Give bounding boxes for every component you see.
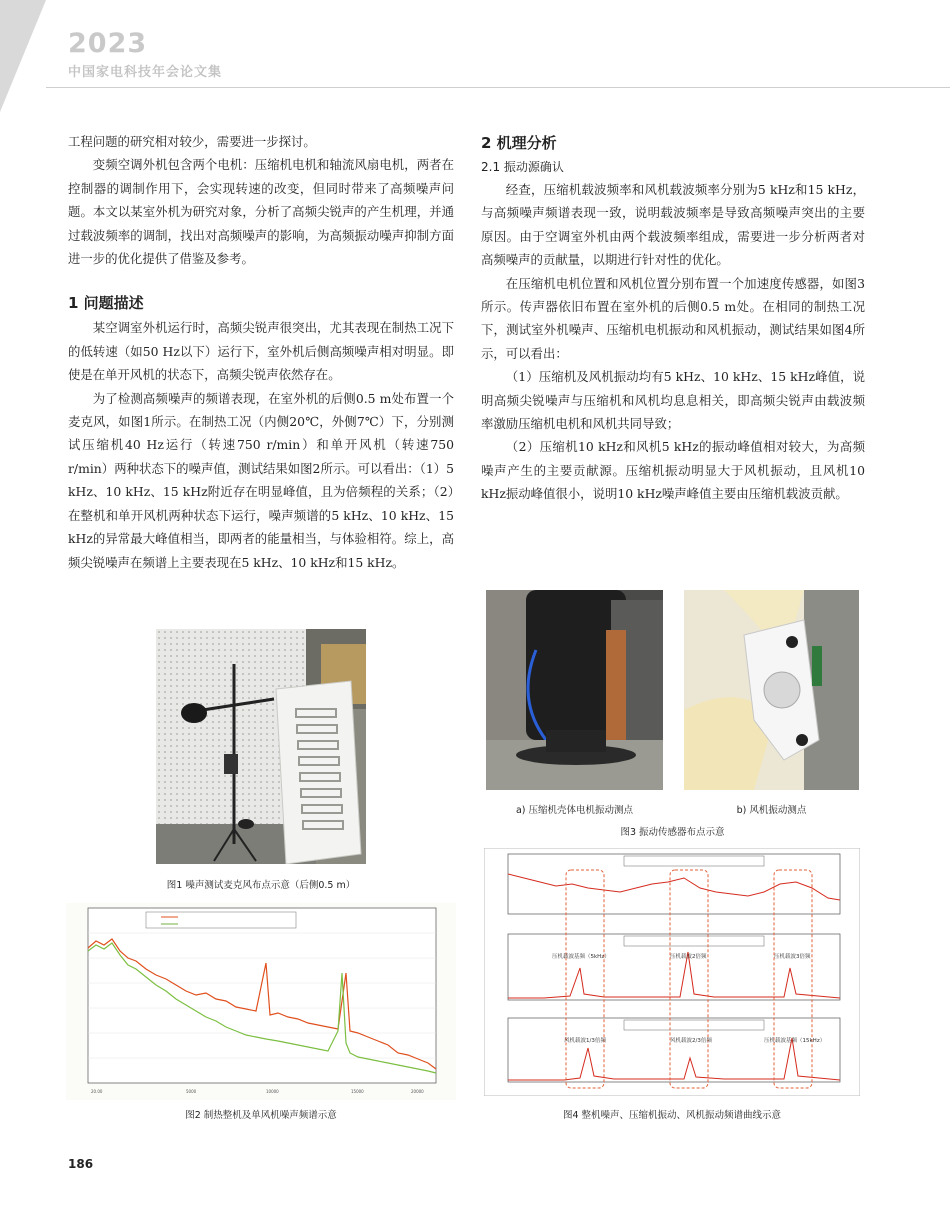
section-1-paragraph-1: 某空调室外机运行时，高频尖锐声很突出，尤其表现在制热工况下的低转速（如50 Hz以下）运行下，室外机后侧高频噪声相对明显。即使是在单开风机的状态下，高频尖锐声依然存在。: [68, 320, 454, 383]
section-1-title: 1 问题描述: [68, 294, 144, 313]
fig4-annotation-6: 压机载波基频（15kHz）: [764, 1038, 826, 1044]
section-2-title: 2 机理分析: [481, 134, 557, 152]
fig4-annotation-1: 压机载波基频（5kHz）: [552, 954, 610, 960]
fig4-panel-compressor: [508, 934, 840, 1000]
svg-text:5000: 5000: [186, 1089, 197, 1094]
svg-text:15000: 15000: [351, 1089, 364, 1094]
page-number: 186: [68, 1157, 94, 1171]
section-2-paragraph-3: （1）压缩机及风机振动均有5 kHz、10 kHz、15 kHz峰值，说明高频尖锐噪声与压缩机和风机均息息相关，即高频尖锐声由载波频率激励压缩机电机和风机共同导致；: [481, 369, 865, 432]
fig4-annotation-5: 风机载波2/3倍频: [670, 1038, 712, 1044]
figure-4-caption: 图4 整机噪声、压缩机振动、风机振动频谱曲线示意: [562, 1110, 782, 1121]
subsection-2-1-title: 2.1 振动源确认: [481, 160, 564, 174]
left-column: [68, 130, 454, 574]
header-title: 中国家电科技年会论文集: [68, 65, 223, 80]
section-2-paragraph-4: （2）压缩机10 kHz和风机5 kHz的振动峰值相对较大，为高频噪声产生的主要贡献源。压缩机振动明显大于风机振动，且风机10 kHz振动峰值很小，说明10 kHz噪声峰值主要由压缩机载波贡献。: [481, 439, 865, 502]
section-2-paragraph-1: 经查，压缩机载波频率和风机载波频率分别为5 kHz和15 kHz，与高频噪声频谱表现一致，说明载波频率是导致高频噪声突出的主要原因。由于空调室外机由两个载波频率组成，需要进一步分析两者对高频噪声的贡献量，以期进行针对性的优化。: [481, 182, 865, 268]
figure-1-photo: [156, 629, 366, 864]
page-corner-decoration: [0, 0, 46, 112]
figure-3b-fan-photo: [684, 590, 859, 790]
figure-3-caption: 图3 振动传感器布点示意: [620, 827, 725, 838]
figure-3b-caption: b) 风机振动测点: [736, 805, 807, 816]
right-column: [481, 130, 865, 506]
figure-3a-caption: a) 压缩机壳体电机振动测点: [515, 805, 634, 816]
fig4-annotation-3: 压机载波3倍频: [774, 954, 811, 960]
figure-4-spectra-chart: [484, 848, 860, 1096]
figure-1-caption: 图1 噪声测试麦克风布点示意（后侧0.5 m）: [166, 880, 356, 891]
fig4-annotation-2: 压机载波2倍频: [670, 954, 707, 960]
section-2-paragraph-2: 在压缩机电机位置和风机位置分别布置一个加速度传感器，如图3所示。传声器依旧布置在室外机的后侧0.5 m处。在相同的制热工况下，测试室外机噪声、压缩机电机振动和风机振动，测试结果如图4所示，可以看出：: [481, 275, 865, 361]
header-year: 2023: [68, 28, 148, 59]
header-rule: [46, 87, 950, 88]
intro-paragraph-1: 工程问题的研究相对较少，需要进一步探讨。: [68, 134, 316, 149]
svg-text:20.00: 20.00: [91, 1089, 103, 1094]
figure-3a-compressor-photo: [486, 590, 663, 790]
svg-text:20000: 20000: [411, 1089, 424, 1094]
figure-2-caption: 图2 制热整机及单风机噪声频谱示意: [185, 1110, 337, 1121]
fig4-panel-noise: [508, 854, 840, 914]
intro-paragraph-2: 变频空调外机包含两个电机：压缩机电机和轴流风扇电机，两者在控制器的调制作用下，会实现转速的改变，但同时带来了高频噪声问题。本文以某室外机为研究对象，分析了高频尖锐声的产生机理，并通过载波频率的调制，找出对高频噪声的影响，为高频振动噪声抑制方面进一步的优化提供了借鉴及参考。: [68, 157, 454, 267]
fig4-annotation-4: 风机载波1/3倍频: [564, 1038, 606, 1044]
figure-2-spectrum-chart: [66, 903, 456, 1100]
fig4-panel-fan: [508, 1018, 840, 1082]
svg-text:10000: 10000: [266, 1089, 279, 1094]
section-1-paragraph-2: 为了检测高频噪声的频谱表现，在室外机的后侧0.5 m处布置一个麦克风，如图1所示。在制热工况（内侧20℃，外侧7℃）下，分别测试压缩机40 Hz运行（转速750 r/min）和单开风机（转速750 r/min）两种状态下的噪声值，测试结果如图2所示。可以看出：（1）5 kHz、10 kHz、15 kHz附近存在明显峰值，且为倍频程的关系；（2）在整机和单开风机两种状态下运行，噪声频谱的5 kHz、10 kHz、15 kHz的异常最大峰值相当，即两者的能量相当，与体验相符。综上，高频尖锐噪声在频谱上主要表现在5 kHz、10 kHz和15 kHz。: [68, 390, 454, 570]
